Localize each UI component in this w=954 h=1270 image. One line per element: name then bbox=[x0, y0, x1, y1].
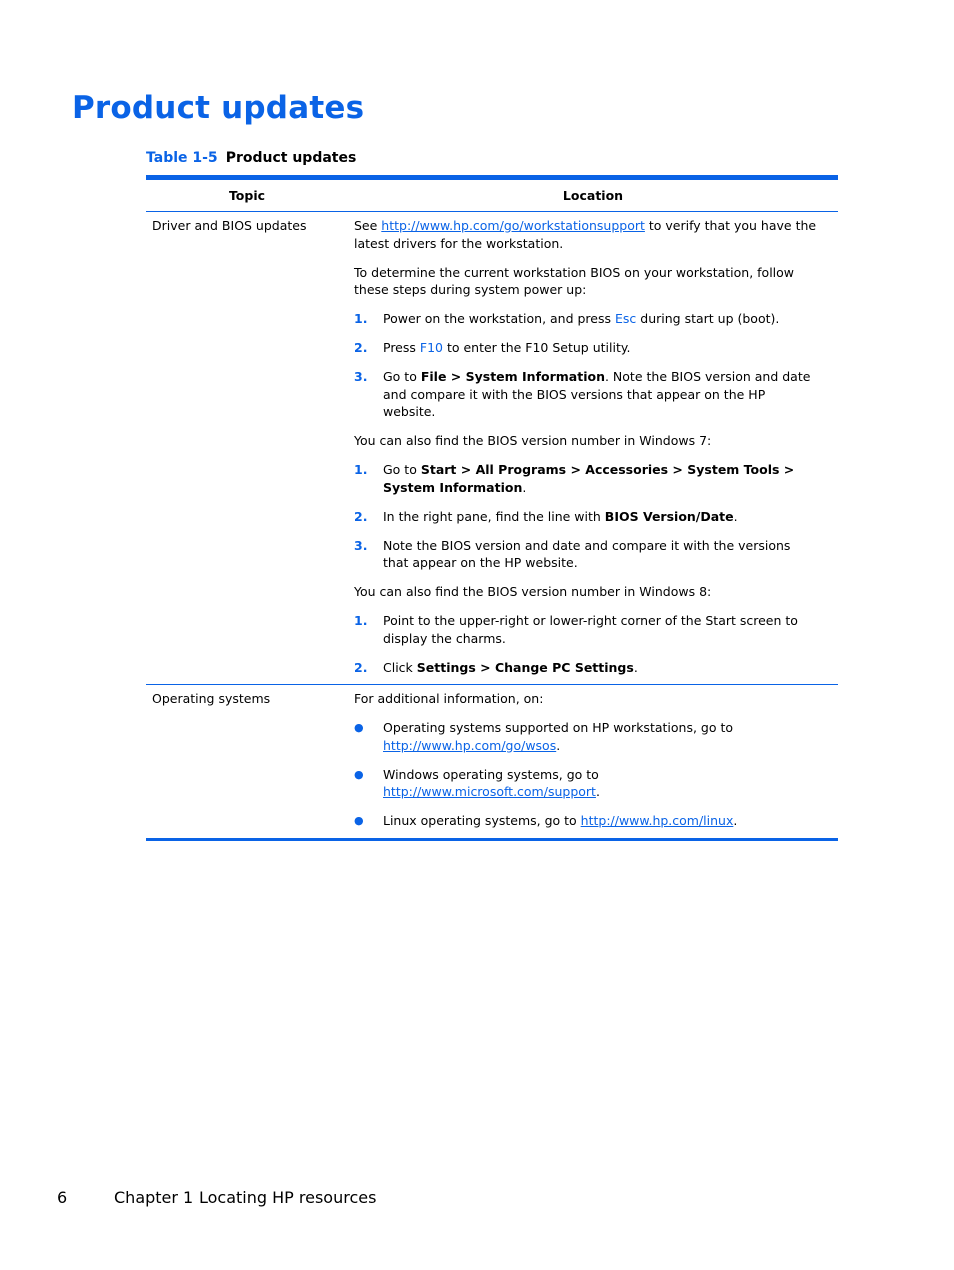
location-cell bbox=[348, 212, 838, 684]
text: . bbox=[556, 737, 561, 753]
list-item bbox=[354, 659, 818, 677]
paragraph: For additional information, on: bbox=[354, 691, 544, 706]
menu-path: Start > All Programs > Accessories > System Tools > System Information bbox=[383, 462, 795, 495]
product-updates-table bbox=[146, 175, 838, 841]
step-number: 1. bbox=[354, 462, 368, 477]
step-text bbox=[383, 310, 818, 328]
paragraph: To determine the current workstation BIOS on your workstation, follow these steps during system power up: bbox=[354, 264, 795, 297]
text: . bbox=[633, 659, 638, 675]
text: . bbox=[522, 479, 527, 495]
step-number: 2. bbox=[354, 340, 368, 355]
bullet-text bbox=[383, 719, 818, 754]
text: Go to bbox=[383, 369, 421, 384]
text: In the right pane, find the line with bbox=[383, 508, 605, 524]
key-name: Esc bbox=[615, 311, 637, 326]
bullet-icon: ● bbox=[354, 814, 364, 827]
bullet-text bbox=[383, 766, 818, 801]
table-title: Product updates bbox=[225, 150, 357, 166]
paragraph bbox=[354, 217, 818, 252]
menu-path: File > System Information bbox=[420, 369, 605, 384]
step-text bbox=[383, 461, 818, 496]
text: See bbox=[354, 218, 382, 233]
table-row bbox=[146, 684, 838, 838]
list-item bbox=[354, 537, 818, 572]
chapter-title: Locating HP resources bbox=[199, 1188, 377, 1207]
text: . bbox=[733, 508, 738, 524]
chapter-label: Chapter 1 bbox=[114, 1188, 194, 1207]
text: . bbox=[595, 784, 600, 799]
linux-link[interactable]: http://www.hp.com/linux bbox=[580, 813, 734, 828]
key-name: F10 bbox=[419, 340, 443, 355]
bullet-icon: ● bbox=[354, 767, 364, 781]
text: Operating systems supported on HP workstations, go to bbox=[383, 720, 734, 735]
bullet-icon: ● bbox=[354, 721, 364, 734]
page-title: Product updates bbox=[72, 90, 365, 126]
list-item bbox=[354, 508, 818, 526]
text: to enter the F10 Setup utility. bbox=[442, 340, 631, 355]
page-number: 6 bbox=[57, 1188, 68, 1207]
step-number: 3. bbox=[354, 537, 368, 553]
list-item bbox=[354, 368, 818, 421]
table-number: Table 1-5 bbox=[146, 150, 218, 166]
bullet-text bbox=[383, 812, 818, 830]
text: during start up (boot). bbox=[636, 311, 780, 326]
table-caption bbox=[146, 150, 356, 166]
paragraph: You can also find the BIOS version number in Windows 7: bbox=[354, 433, 712, 448]
table-row bbox=[146, 212, 838, 684]
microsoft-support-link[interactable]: http://www.microsoft.com/support bbox=[383, 784, 596, 799]
wsos-link[interactable]: http://www.hp.com/go/wsos bbox=[383, 737, 557, 753]
paragraph: You can also find the BIOS version number in Windows 8: bbox=[354, 584, 712, 599]
step-text bbox=[383, 368, 818, 421]
list-item bbox=[354, 766, 818, 801]
text: . Note the BIOS version and date and compare it with the BIOS versions that appear on the HP website. bbox=[383, 369, 811, 419]
text: Linux operating systems, go to bbox=[383, 813, 581, 828]
list-item bbox=[354, 612, 818, 647]
step-number: 2. bbox=[354, 659, 368, 675]
list-item bbox=[354, 310, 818, 328]
step-text bbox=[383, 508, 818, 526]
table-header bbox=[146, 180, 838, 212]
step-number: 1. bbox=[354, 613, 368, 628]
step-number: 2. bbox=[354, 508, 368, 524]
field-name: BIOS Version/Date bbox=[604, 508, 734, 524]
text: Go to bbox=[383, 462, 421, 477]
list-item bbox=[354, 461, 818, 496]
step-number: 3. bbox=[354, 369, 368, 384]
location-cell bbox=[348, 685, 838, 838]
text: Click bbox=[383, 659, 417, 675]
step-text bbox=[383, 659, 818, 677]
topic-cell: Driver and BIOS updates bbox=[152, 218, 307, 233]
menu-path: Settings > Change PC Settings bbox=[416, 659, 634, 675]
list-item bbox=[354, 339, 818, 357]
topic-cell: Operating systems bbox=[152, 691, 271, 706]
text: . bbox=[733, 813, 738, 828]
header-topic: Topic bbox=[228, 188, 266, 203]
text: Power on the workstation, and press bbox=[383, 311, 615, 326]
step-text bbox=[383, 339, 818, 357]
text: Windows operating systems, go to bbox=[383, 766, 599, 782]
header-location: Location bbox=[562, 188, 624, 203]
step-text: Point to the upper-right or lower-right corner of the Start screen to display the charms. bbox=[383, 613, 798, 646]
step-number: 1. bbox=[354, 311, 368, 326]
list-item bbox=[354, 812, 818, 830]
text: Press bbox=[383, 340, 420, 355]
workstationsupport-link[interactable]: http://www.hp.com/go/workstationsupport bbox=[381, 218, 645, 233]
page-footer bbox=[57, 1188, 377, 1207]
text: to verify that you have the latest drivers for the workstation. bbox=[354, 218, 817, 251]
list-item bbox=[354, 719, 818, 754]
step-text: Note the BIOS version and date and compare it with the versions that appear on the HP website. bbox=[383, 537, 791, 570]
